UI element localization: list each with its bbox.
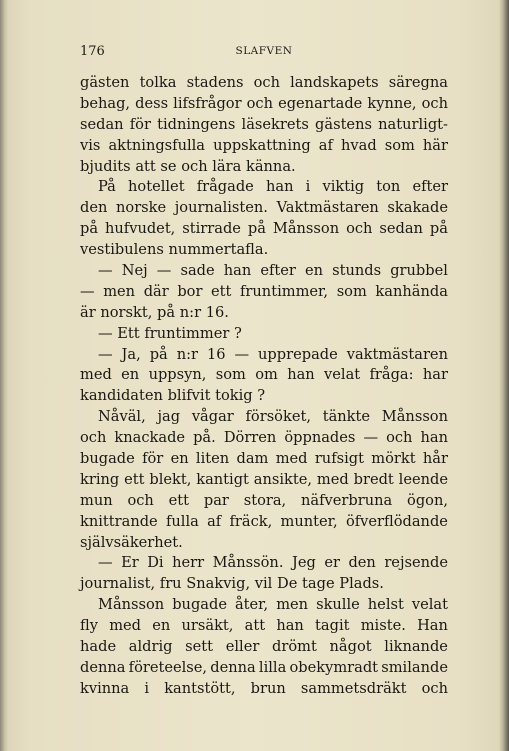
word: mun [80, 491, 113, 509]
word: öfverflödande [345, 512, 448, 530]
word: tage [302, 575, 335, 593]
word: som [215, 366, 246, 384]
word: Nej [121, 262, 148, 280]
word: på. [193, 429, 216, 447]
word: han [223, 262, 252, 280]
word: tagit [315, 617, 350, 635]
word: en [170, 450, 189, 468]
word: kynne, [367, 94, 417, 112]
word: denna [210, 658, 256, 676]
word: lära [212, 157, 242, 175]
word: — [234, 345, 250, 363]
word: han [420, 429, 448, 447]
word: företeelse, [128, 658, 208, 676]
word: och [246, 94, 273, 112]
word: par [203, 491, 229, 509]
word: en [152, 617, 171, 635]
word: Ett [117, 324, 140, 342]
word: efter [412, 178, 448, 196]
text-line [80, 428, 448, 449]
word: ett [211, 282, 232, 300]
word: behag, [80, 94, 131, 112]
word: vaktmästaren [346, 345, 448, 363]
word: sedan [80, 115, 124, 133]
word: — [98, 345, 113, 363]
text-line [80, 177, 448, 198]
word: journalisten. [174, 199, 268, 217]
word: bugade [80, 450, 135, 468]
word: stora, [243, 491, 287, 509]
word: af [318, 136, 333, 154]
text-line [80, 637, 448, 658]
page-right-edge [499, 0, 509, 751]
word: hufvudet, [105, 220, 176, 238]
word: — [98, 262, 113, 280]
word: ton [376, 178, 401, 196]
word: liten [195, 450, 230, 468]
word: tidningens [157, 115, 236, 133]
page-header [80, 44, 448, 64]
word: åter, [234, 596, 269, 614]
word: nummertafla. [168, 241, 269, 259]
word: blekt, [149, 470, 192, 488]
word: med [275, 450, 308, 468]
text-line [80, 115, 448, 136]
word: hade [80, 638, 117, 656]
word: har [422, 366, 448, 384]
text-line [80, 198, 448, 219]
word: helst [367, 596, 404, 614]
word: uppskattning [213, 136, 311, 154]
word: här [422, 136, 448, 154]
body-text [80, 73, 448, 700]
word: tokig [215, 387, 253, 405]
word: er [324, 554, 340, 572]
word: ett [168, 491, 190, 509]
word: fly [80, 617, 98, 635]
word: Månssön. [212, 554, 284, 572]
word: fulla [165, 512, 199, 530]
word: stadens [186, 74, 244, 91]
word: norske [116, 199, 167, 217]
word: De [277, 575, 298, 593]
word: för [142, 450, 164, 468]
word: och [421, 679, 448, 697]
word: liknande [384, 638, 448, 656]
word: i [305, 178, 311, 196]
word: Ja, [121, 345, 141, 363]
text-line [80, 616, 448, 637]
text-line [80, 240, 448, 261]
text-line [80, 407, 448, 428]
word: munter, [280, 512, 338, 530]
word: journalist, [80, 575, 156, 593]
word: han [287, 366, 315, 384]
text-line [80, 658, 448, 679]
word: Han [417, 617, 448, 635]
word: kandidaten [80, 387, 163, 405]
word: n:r [176, 345, 198, 363]
word: mörkt [371, 450, 416, 468]
word: — [156, 262, 172, 280]
word: se [160, 157, 177, 175]
word: tolka [139, 74, 177, 91]
word: aktningsfulla [108, 136, 206, 154]
word: och [346, 220, 373, 238]
text-line [80, 73, 448, 94]
word: aldrig [128, 638, 173, 656]
word: Månsson [98, 596, 165, 614]
word: fru [159, 575, 182, 593]
word: af [207, 512, 222, 530]
word: och [80, 429, 107, 447]
word: obekymradt [289, 658, 379, 676]
running-head: SLAFVEN [235, 45, 293, 57]
text-line [80, 679, 448, 700]
word: och [181, 157, 208, 175]
word: kring [80, 470, 120, 488]
text-line [80, 553, 448, 574]
word: Er [121, 554, 139, 572]
word: sett [185, 638, 214, 656]
word: ? [257, 387, 266, 405]
word: fruntimmer, [240, 282, 329, 300]
word: vågar [191, 408, 234, 426]
word: försöket, [245, 408, 311, 426]
word: sade [180, 262, 215, 280]
word: den [348, 554, 376, 572]
word: tänkte [322, 408, 371, 426]
text-line [80, 282, 448, 303]
word: grubbel [390, 262, 448, 280]
text-line [80, 574, 448, 595]
word: sammetsdräkt [300, 679, 407, 697]
word: vestibulens [80, 241, 164, 259]
word: knackade [114, 429, 186, 447]
word: Månsson [381, 408, 448, 426]
word: bugade [172, 596, 227, 614]
text-line [80, 386, 448, 407]
word: frågade [196, 178, 254, 196]
word: gästen [80, 74, 130, 91]
word: upprepade [258, 345, 338, 363]
word: med [316, 470, 349, 488]
word: knittrande [80, 512, 158, 530]
word: eller [225, 638, 260, 656]
word: kanhända [375, 282, 448, 300]
word: känna. [245, 157, 296, 175]
text-line [80, 94, 448, 115]
word: landskapets [290, 74, 379, 91]
text-line [80, 470, 448, 491]
text-line [80, 595, 448, 616]
word: ögon, [407, 491, 448, 509]
word: egenartade [278, 94, 363, 112]
text-line [80, 491, 448, 512]
word: stunds [332, 262, 382, 280]
text-line [80, 261, 448, 282]
word: — [98, 324, 113, 342]
word: lilla [258, 658, 287, 676]
word: ett [124, 470, 145, 488]
word: på [80, 220, 99, 238]
word: blifvit [167, 387, 211, 405]
word: som [336, 282, 367, 300]
word: men [103, 282, 136, 300]
word: herr [172, 554, 205, 572]
word: med [80, 366, 112, 384]
word: fråga: [369, 366, 414, 384]
word: uppsyn, [148, 366, 207, 384]
text-line [80, 365, 448, 386]
word: leende [398, 470, 448, 488]
text-line [80, 533, 448, 554]
text-line [80, 219, 448, 240]
word: Dörren [223, 429, 277, 447]
word: n:r [179, 303, 202, 321]
word: och [253, 74, 280, 91]
word: Nåväl, [98, 408, 146, 426]
word: — [98, 554, 113, 572]
word: en [304, 262, 324, 280]
word: på [247, 220, 266, 238]
text-line [80, 303, 448, 324]
word: jag [157, 408, 181, 426]
word: miste. [360, 617, 406, 635]
page-left-edge [0, 0, 8, 751]
word: rufsigt [314, 450, 364, 468]
word: 16 [206, 345, 226, 363]
page-number: 176 [80, 44, 105, 59]
word: för [129, 115, 151, 133]
word: sedan [379, 220, 423, 238]
word: brun [250, 679, 286, 697]
text-line [80, 157, 448, 178]
word: På [98, 178, 116, 196]
word: efter [260, 262, 296, 280]
word: dess [135, 94, 169, 112]
word: ursäkt, [181, 617, 234, 635]
word: säregna [388, 74, 448, 91]
word: Månsson [272, 220, 340, 238]
word: på [429, 220, 448, 238]
word: något [329, 638, 372, 656]
word: om [255, 366, 278, 384]
word: på [149, 345, 168, 363]
word: men [276, 596, 309, 614]
word: att [244, 617, 266, 635]
word: naturligt- [378, 115, 448, 133]
word: Plads. [339, 575, 384, 593]
word: ansikte, [253, 470, 313, 488]
word: Snakvig, [186, 575, 251, 593]
word: rejsende [384, 554, 448, 572]
word: ? [234, 324, 242, 342]
word: Vaktmästaren [276, 199, 379, 217]
word: — [363, 429, 379, 447]
word: vis [80, 136, 101, 154]
word: dam [236, 450, 269, 468]
word: bor [177, 282, 203, 300]
word: öppnades [284, 429, 356, 447]
word: hotellet [128, 178, 185, 196]
word: velat [324, 366, 361, 384]
word: skulle [316, 596, 360, 614]
word: Jeg [291, 554, 316, 572]
word: stirrade [182, 220, 241, 238]
text-line [80, 449, 448, 470]
word: kantstött, [164, 679, 236, 697]
word: att [135, 157, 156, 175]
word: han [265, 178, 294, 196]
word: — [80, 282, 95, 300]
word: gästens [315, 115, 372, 133]
word: en [121, 366, 140, 384]
word: 16. [205, 303, 229, 321]
word: vil [254, 575, 273, 593]
word: där [143, 282, 169, 300]
word: och [386, 429, 413, 447]
word: är [80, 303, 96, 321]
word: lifsfrågor [173, 94, 242, 112]
word: norskt, [100, 303, 153, 321]
word: hvad [340, 136, 377, 154]
word: näfverbruna [301, 491, 393, 509]
word: läsekrets [241, 115, 309, 133]
word: Di [147, 554, 164, 572]
word: fräck, [229, 512, 273, 530]
word: i [144, 679, 150, 697]
word: velat [411, 596, 448, 614]
word: smilande [381, 658, 448, 676]
text-line [80, 136, 448, 157]
word: hår [422, 450, 448, 468]
text-line [80, 512, 448, 533]
word: bjudits [80, 157, 131, 175]
word: på [157, 303, 176, 321]
word: drömt [272, 638, 317, 656]
word: skakade [387, 199, 448, 217]
word: kantigt [196, 470, 249, 488]
word: som [384, 136, 415, 154]
text-line [80, 345, 448, 366]
word: fruntimmer [144, 324, 230, 342]
word: självsäkerhet. [80, 533, 183, 551]
text-line [80, 324, 448, 345]
word: med [109, 617, 142, 635]
word: han [276, 617, 304, 635]
word: denna [80, 658, 126, 676]
word: bredt [353, 470, 394, 488]
word: och [421, 94, 448, 112]
word: den [80, 199, 108, 217]
word: och [127, 491, 154, 509]
word: viktig [322, 178, 365, 196]
word: kvinna [80, 679, 130, 697]
